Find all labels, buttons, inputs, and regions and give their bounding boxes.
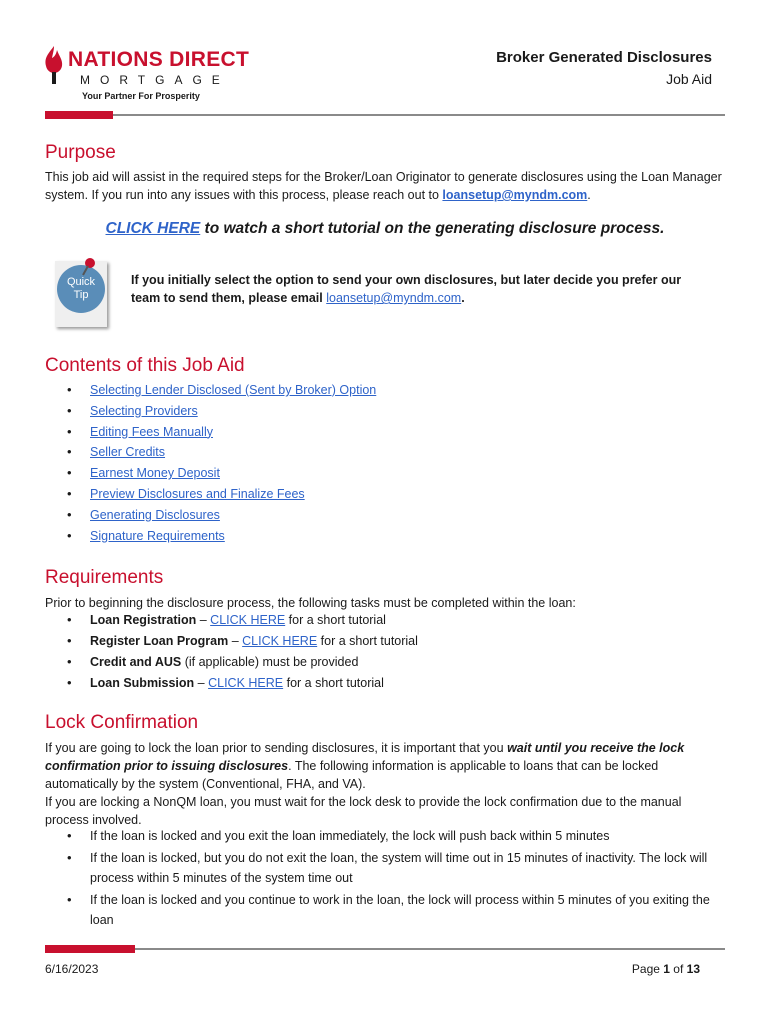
contents-heading: Contents of this Job Aid [45, 355, 245, 376]
logo-name: NATIONS DIRECT [68, 48, 250, 71]
requirement-sep: – [196, 613, 211, 627]
lock-heading: Lock Confirmation [45, 712, 199, 733]
purpose-text [45, 168, 725, 204]
requirements-list [45, 610, 418, 694]
header-divider [45, 114, 725, 116]
quick-tip-end: . [461, 291, 465, 305]
flame-icon [42, 44, 66, 86]
list-item [45, 380, 376, 401]
loan-submission-tutorial-link[interactable]: CLICK HERE [208, 676, 284, 690]
footer-accent-bar [45, 945, 135, 953]
requirement-suffix: (if applicable) must be provided [181, 655, 359, 669]
page-current: 1 [663, 962, 670, 976]
page-number [632, 962, 700, 976]
tutorial-text: to watch a short tutorial on the generating disclosure process. [200, 220, 665, 237]
page-prefix: Page [631, 962, 664, 976]
list-item: • If the loan is locked and you exit the loan immediately, the lock will push back within 5 minutes [45, 826, 770, 847]
lock-paragraph-1 [45, 739, 725, 793]
requirement-suffix: for a short tutorial [285, 613, 386, 627]
tutorial-callout [0, 220, 770, 238]
list-item [45, 673, 418, 694]
purpose-text-end: . [587, 188, 591, 202]
list-item: • If the loan is locked and you continue to work in the loan, the lock will process within 5 minutes of you exiting the loan [45, 890, 770, 931]
requirement-label: Credit and AUS [90, 655, 182, 669]
list-item [45, 631, 418, 652]
contents-link-preview[interactable]: Preview Disclosures and Finalize Fees [90, 486, 305, 501]
requirements-heading: Requirements [45, 567, 164, 588]
requirement-sep: – [194, 676, 209, 690]
contents-list [45, 380, 376, 546]
requirements-intro: Prior to beginning the disclosure process, the following tasks must be completed within the loan: [45, 596, 576, 610]
quick-tip-badge [55, 261, 107, 327]
requirement-label: Loan Registration [90, 613, 197, 627]
requirement-label: Register Loan Program [90, 634, 229, 648]
requirement-suffix: for a short tutorial [283, 676, 384, 690]
footer-date: 6/16/2023 [45, 962, 99, 976]
list-item [45, 442, 376, 463]
page-total: 13 [686, 962, 700, 976]
list-item: • If the loan is locked, but you do not exit the loan, the system will time out in 15 minutes of inactivity. The lock will process within 5 minutes of the system time out [45, 848, 770, 889]
quick-tip-label-2: Tip [73, 289, 89, 301]
requirement-suffix: for a short tutorial [317, 634, 418, 648]
purpose-text-body: This job aid will assist in the required steps for the Broker/Loan Originator to generate disclosures using the Loan Manager system. If you run into any issues with this process, please reach out to [45, 170, 722, 202]
lock-paragraph-2: If you are locking a NonQM loan, you must wait for the lock desk to provide the lock confirmation due to the manual process involved. [45, 795, 682, 827]
contents-link-signature[interactable]: Signature Requirements [90, 528, 225, 543]
quick-tip-label-1: Quick [66, 276, 96, 288]
lock-p1-emphasis: wait until you receive the lock confirmation prior to issuing disclosures [45, 741, 685, 773]
document-subtitle: Job Aid [666, 71, 712, 87]
purpose-email-link[interactable]: loansetup@myndm.com [442, 188, 588, 202]
document-title: Broker Generated Disclosures [496, 49, 712, 66]
list-item [45, 484, 376, 505]
contents-link-generating[interactable]: Generating Disclosures [90, 507, 220, 522]
list-item [45, 505, 376, 526]
quick-tip-text [131, 271, 711, 307]
lock-list [45, 826, 770, 932]
lock-p1-end: . The following information is applicable to loans that can be locked automatically by the system (Conventional, FHA, and VA). [45, 759, 659, 791]
purpose-heading: Purpose [45, 142, 116, 163]
contents-link-lender-disclosed[interactable]: Selecting Lender Disclosed (Sent by Broker) Option [90, 383, 377, 397]
list-item [45, 401, 376, 422]
pushpin-icon [81, 257, 97, 277]
contents-link-earnest-money[interactable]: Earnest Money Deposit [90, 466, 220, 481]
list-item [45, 652, 418, 673]
quick-tip-email-link[interactable]: loansetup@myndm.com [326, 291, 462, 305]
list-item [45, 526, 376, 547]
contents-link-providers[interactable]: Selecting Providers [90, 403, 198, 418]
logo-tagline: Your Partner For Prosperity [82, 91, 200, 101]
requirement-sep: – [228, 634, 243, 648]
lock-p1-start: If you are going to lock the loan prior to sending disclosures, it is important that you [45, 741, 508, 755]
tutorial-link[interactable]: CLICK HERE [105, 220, 201, 237]
header-accent-bar [45, 111, 113, 119]
requirement-label: Loan Submission [90, 676, 195, 690]
register-loan-program-tutorial-link[interactable]: CLICK HERE [242, 634, 318, 648]
loan-registration-tutorial-link[interactable]: CLICK HERE [210, 613, 286, 627]
list-item [45, 463, 376, 484]
quick-tip-body: If you initially select the option to send your own disclosures, but later decide you prefer our team to send them, please email [131, 273, 682, 305]
contents-link-seller-credits[interactable]: Seller Credits [90, 445, 166, 460]
list-item [45, 610, 418, 631]
logo-sub: MORTGAGE [80, 73, 230, 87]
company-logo [42, 44, 272, 104]
list-item [45, 422, 376, 443]
page-of: of [669, 962, 687, 976]
footer-divider [45, 948, 725, 950]
contents-link-editing-fees[interactable]: Editing Fees Manually [90, 424, 213, 439]
